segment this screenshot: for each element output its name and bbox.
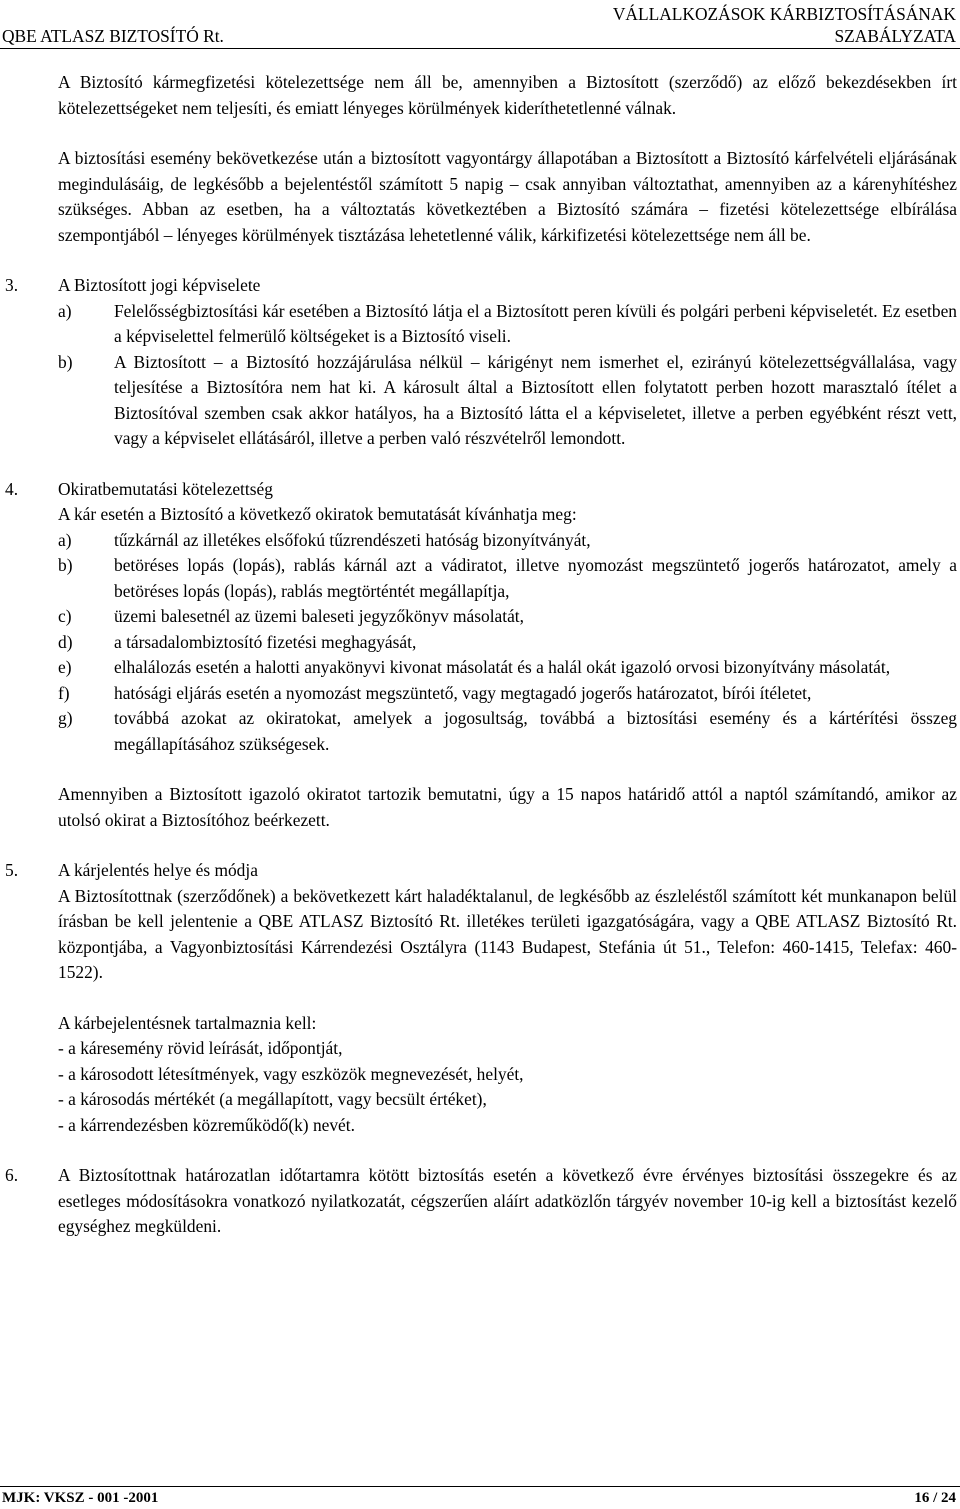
list-item-label: f) — [58, 682, 70, 703]
list-item — [58, 630, 957, 656]
list-item-label: e) — [58, 657, 72, 677]
list-item-text: Felelősségbiztosítási kár esetében a Biztosító látja el a Biztosított peren kívüli és polgári perbeni képviseletét. Ez esetben a képviselettel felmerülő költségeket is a Biztosító viseli. — [114, 300, 957, 346]
list-item — [58, 299, 957, 350]
list-item-label: b) — [58, 555, 73, 575]
list-item — [58, 706, 957, 757]
list-item-label: g) — [58, 708, 73, 728]
page-header — [0, 0, 960, 50]
list-item — [58, 528, 957, 554]
list-item-label: d) — [58, 631, 73, 652]
footer-page-number: 16 / 24 — [914, 1490, 956, 1506]
header-title — [613, 3, 956, 47]
header-title-line1: VÁLLALKOZÁSOK KÁRBIZTOSÍTÁSÁNAK — [612, 4, 956, 24]
section-claim-reporting — [5, 858, 957, 1138]
list-item-label: b) — [58, 351, 73, 372]
section-body: A Biztosítottnak (szerződőnek) a bekövetkezett kárt haladéktalanul, de legkésőbb az észleléstől számított két munkanapon belül írásban be kell jelentenie a QBE ATLASZ Biztosító Rt. illetékes területi igazgatóságára, vagy a QBE ATLASZ Biztosító Rt. központjába, a Vagyonbiztosítási Kárrendezési Osztályra (1143 Budapest, Stefánia út 51., Telefon: 460-1415, Telefax: 460-1522). — [58, 885, 957, 982]
list-item: - a káresemény rövid leírását, időpontját, — [58, 1038, 343, 1058]
list-item: - a kárrendezésben közreműködő(k) nevét. — [58, 1114, 355, 1135]
list-item-text: üzemi balesetnél az üzemi baleseti jegyzőkönyv másolatát, — [114, 606, 524, 626]
list-item-label: a) — [58, 300, 72, 321]
list-item — [58, 655, 957, 681]
list-item-text: továbbá azokat az okiratokat, amelyek a jogosultság, továbbá a biztosítási esemény és a kártérítési összeg megállapításához szükségesek. — [114, 708, 957, 754]
list-item — [58, 681, 957, 707]
list-intro: A kárbejelentésnek tartalmaznia kell: — [58, 1012, 317, 1033]
list-item-text: tűzkárnál az illetékes elsőfokú tűzrendészeti hatóság bizonyítványát, — [114, 529, 591, 550]
list-item — [58, 553, 957, 604]
paragraph-payment-exclusion: A Biztosító kármegfizetési kötelezettsége nem áll be, amennyiben a Biztosított (szerződő) az előző bekezdésekben írt kötelezettségeket nem teljesíti, és emiatt lényeges körülmények kideríthetetlenné válnak. — [58, 72, 957, 118]
section-body: A Biztosítottnak határozatlan időtartamra kötött biztosítás esetén a következő évre érvényes biztosítási összegekre és az esetleges módosításokra vonatkozó nyilatkozatát, cégszerűen aláírt adatközlőn tárgyév november 10-ig kell a biztosítást kezelő egységhez megküldeni. — [58, 1165, 957, 1236]
list-item: - a károsodott létesítmények, vagy eszközök megnevezését, helyét, — [58, 1063, 524, 1084]
section-number: 6. — [5, 1165, 19, 1185]
section-number: 5. — [5, 860, 19, 880]
list-item-label: c) — [58, 606, 72, 626]
list-item — [58, 604, 957, 630]
list-item-text: elhalálozás esetén a halotti anyakönyvi kivonat másolatát és a halál okát igazoló orvosi bizonyítvány másolatát, — [114, 657, 891, 677]
footer-doc-code: MJK: VKSZ - 001 -2001 — [2, 1490, 159, 1506]
list-item-label: a) — [58, 529, 72, 550]
section-closing: Amennyiben a Biztosított igazoló okiratot tartozik bemutatni, úgy a 15 napos határidő attól a naptól számítandó, amikor az utolsó okirat a Biztosítóhoz beérkezett. — [58, 784, 957, 830]
list-item — [58, 350, 957, 452]
list-item: - a károsodás mértékét (a megállapított, vagy becsült értéket), — [58, 1089, 487, 1109]
section-annual-declaration — [5, 1163, 957, 1240]
section-number: 3. — [5, 275, 19, 295]
section-title: A Biztosított jogi képviselete — [58, 275, 261, 295]
header-title-line2: SZABÁLYZATA — [834, 26, 956, 46]
section-legal-representation — [5, 273, 957, 452]
header-rule — [0, 48, 960, 49]
section-number: 4. — [5, 478, 19, 499]
header-company: QBE ATLASZ BIZTOSÍTÓ Rt. — [2, 26, 224, 46]
list-item-text: A Biztosított – a Biztosító hozzájárulása nélkül – kárigényt nem ismerhet el, ezirányú kötelezettségvállalása, vagy teljesítése a Biztosítóra nem hat ki. A károsult által a Biztosított ellen folytatott perben hozott marasztaló ítélet a Biztosítóval szemben csak akkor hatályos, ha a Biztosító látta el a képviseletet, illetve a perben egyébként részt vett, vagy a képviselet ellátásáról, illetve a perben való részvételről lemondott. — [114, 351, 957, 448]
section-intro: A kár esetén a Biztosító a következő okiratok bemutatását kívánhatja meg: — [58, 504, 577, 524]
list-item-text: hatósági eljárás esetén a nyomozást megszüntető, vagy megtagadó jogerős határozatot, bírói ítéletet, — [114, 682, 812, 703]
section-title: Okiratbemutatási kötelezettség — [58, 478, 273, 499]
section-document-obligation — [5, 477, 957, 834]
footer-rule — [0, 1486, 960, 1487]
section-title: A kárjelentés helye és módja — [58, 860, 258, 880]
document-body — [5, 70, 957, 1240]
list-item-text: a társadalombiztosító fizetési meghagyását, — [114, 631, 417, 652]
list-item-text: betöréses lopás (lopás), rablás kárnál azt a vádiratot, illetve nyomozást megszüntető jogerős határozatot, amely a betöréses lopás (lopás), rablás megtörténtét megállapítja, — [114, 555, 957, 601]
paragraph-state-change: A biztosítási esemény bekövetkezése után a biztosított vagyontárgy állapotában a Biztosított a Biztosító kárfelvételi eljárásának megindulásáig, de legkésőbb a bejelentéstől számított 5 napig – csak annyiban változtathat, amennyiben az a kárenyhítéshez szükséges. Abban az esetben, ha a változtatás következtében a Biztosító számára – fizetési kötelezettsége elbírálása szempontjából – lényeges körülmények tisztázása lehetetlenné válik, kárkifizetési kötelezettsége nem áll be. — [58, 148, 957, 245]
